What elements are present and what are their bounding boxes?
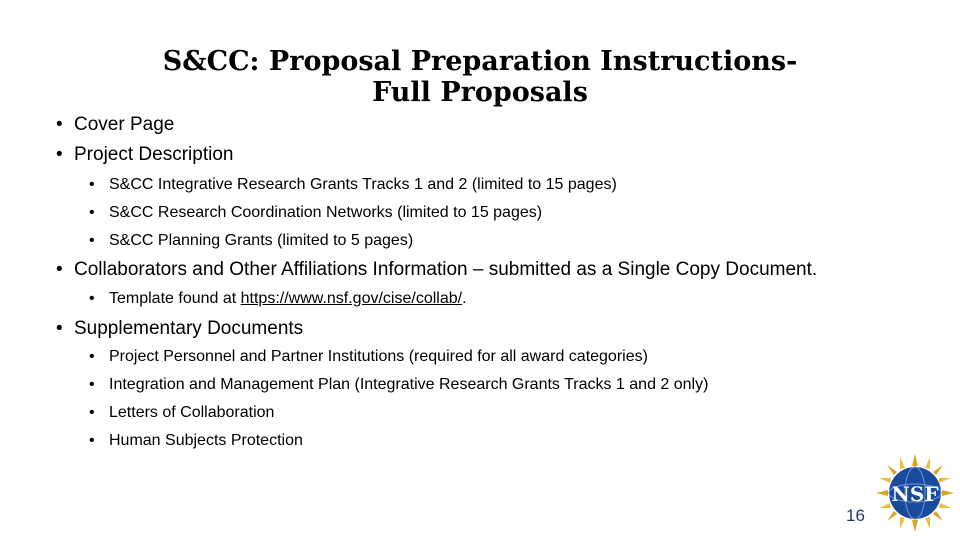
list-item-text: Supplementary Documents: [74, 318, 304, 339]
bullet: •: [56, 114, 63, 135]
slide-title-line-1: S&CC: Proposal Preparation Instructions-: [162, 46, 798, 77]
logo-text: NSF: [891, 482, 939, 506]
bullet: •: [89, 232, 95, 249]
page-number: 16: [846, 506, 865, 525]
bullet: •: [89, 432, 95, 449]
list-item-text: S&CC Planning Grants (limited to 5 pages): [109, 232, 414, 249]
list-item-text: Project Personnel and Partner Institutions (required for all award categories): [109, 348, 648, 365]
bullet: •: [89, 290, 95, 307]
list-item-text: Project Description: [74, 144, 234, 165]
sub-item-coordination-networks: [89, 204, 542, 222]
list-item-text-prefix: Template found at: [109, 290, 241, 307]
bullet: •: [89, 348, 95, 365]
list-item-supplementary-documents: [56, 318, 303, 340]
list-item-project-description: [56, 144, 233, 166]
bullet: •: [89, 404, 95, 421]
list-item-text: S&CC Integrative Research Grants Tracks 1 and 2 (limited to 15 pages): [109, 176, 617, 193]
list-item-text: Collaborators and Other Affiliations Information – submitted as a Single Copy Document.: [74, 259, 818, 280]
bullet: •: [56, 318, 63, 339]
sub-item-template: [89, 290, 467, 308]
slide-title: [120, 46, 840, 108]
nsf-logo: [874, 452, 956, 534]
sub-item-letters-of-collaboration: [89, 404, 274, 422]
bullet: •: [56, 259, 63, 280]
list-item-collaborators: [56, 259, 817, 281]
list-item-text: Letters of Collaboration: [109, 404, 275, 421]
sub-item-integration-plan: [89, 376, 708, 394]
bullet: •: [89, 176, 95, 193]
list-item-cover-page: [56, 114, 174, 136]
list-item-text: Integration and Management Plan (Integrative Research Grants Tracks 1 and 2 only): [109, 376, 709, 393]
sub-item-human-subjects: [89, 432, 303, 450]
slide-title-line-2: Full Proposals: [372, 77, 588, 108]
sub-item-integrative-grants: [89, 176, 617, 194]
bullet: •: [89, 204, 95, 221]
bullet: •: [89, 376, 95, 393]
bullet: •: [56, 144, 63, 165]
list-item-text-suffix: .: [462, 290, 467, 307]
list-item-text: S&CC Research Coordination Networks (limited to 15 pages): [109, 204, 543, 221]
sub-item-planning-grants: [89, 232, 413, 250]
list-item-text: Human Subjects Protection: [109, 432, 303, 449]
collab-template-link[interactable]: https://www.nsf.gov/cise/collab/: [240, 290, 463, 307]
sub-item-project-personnel: [89, 348, 648, 366]
list-item-text: Cover Page: [74, 114, 175, 135]
